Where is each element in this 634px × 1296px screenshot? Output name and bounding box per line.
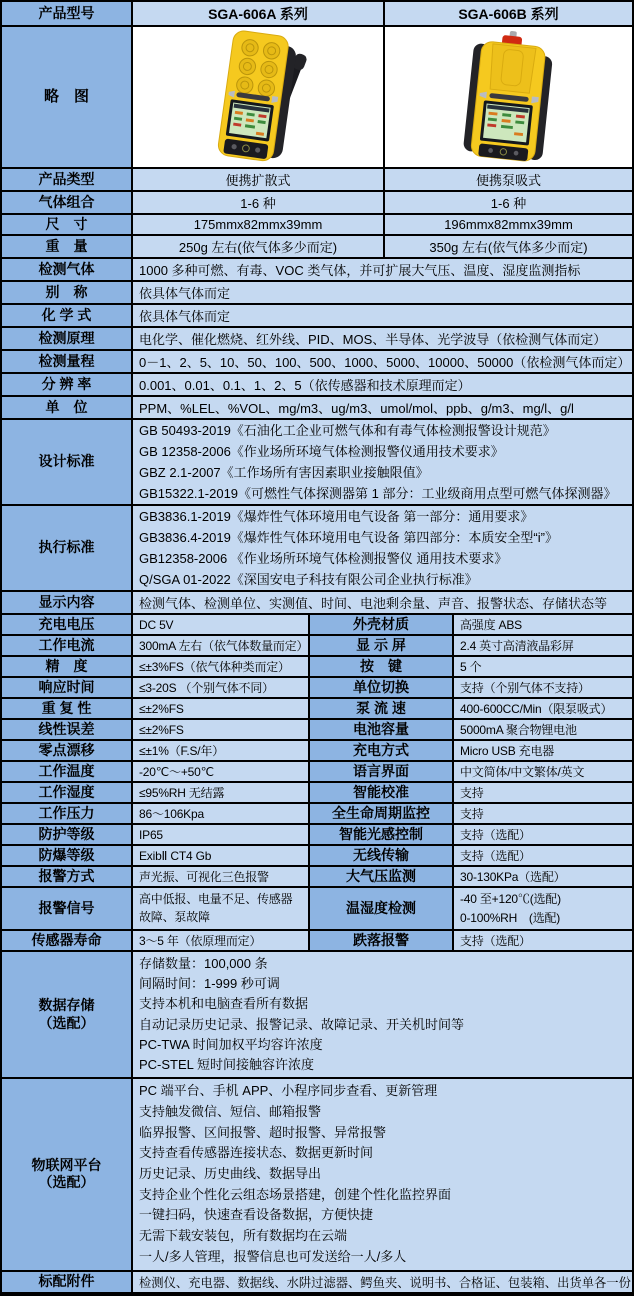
row-explosion-proof-rating [2, 844, 632, 865]
row-design-standard [2, 418, 632, 504]
standard-line: GB3836.4-2019《爆炸性气体环境用电气设备 第四部分：本质安全型“i”》 [139, 530, 558, 545]
feature-line: 支持查看传感器连接状态、数据更新时间 [139, 1145, 374, 1161]
spec-value: ≤3-20S （个别气体不同） [131, 678, 308, 697]
spec-label: 充电电压 [2, 615, 131, 634]
spec-value: ≤±2%FS [131, 699, 308, 718]
spec-value: 电化学、催化燃烧、红外线、PID、MOS、半导体、光学波导（依检测气体而定） [131, 328, 632, 349]
series-a-header: SGA-606A 系列 [131, 2, 383, 25]
feature-line: 无需下载安装包，所有数据均在云端 [139, 1228, 348, 1244]
spec-label: 工作温度 [2, 762, 131, 781]
row-detection-range [2, 349, 632, 372]
spec-value-b: 1-6 种 [383, 192, 632, 213]
spec-value: 0－1、2、5、10、50、100、500、1000、5000、10000、50000（依检测气体而定） [131, 351, 632, 372]
spec-value: 支持（选配） [452, 825, 632, 844]
spec-value: 高强度 ABS [452, 615, 632, 634]
spec-label: 重 复 性 [2, 699, 131, 718]
spec-label: 工作湿度 [2, 783, 131, 802]
optional-tag: （选配） [38, 1014, 95, 1031]
spec-value: ExibⅡ CT4 Gb [131, 846, 308, 865]
feature-line: 支持触发微信、短信、邮箱报警 [139, 1103, 322, 1119]
spec-label: 标配附件 [2, 1272, 131, 1292]
spec-value-b: 196mmx82mmx39mm [383, 215, 632, 234]
spec-label [2, 952, 131, 1077]
iot-platform-list [131, 1079, 632, 1269]
spec-label: 重 量 [2, 236, 131, 257]
spec-value: PPM、%LEL、%VOL、mg/m3、ug/m3、umol/mol、ppb、g/m3、mg/l、g/l [131, 397, 632, 418]
spec-label: 执行标准 [2, 506, 131, 590]
spec-label: 语言界面 [308, 762, 452, 781]
spec-value: 400-600CC/Min（限泵吸式） [452, 699, 632, 718]
row-protection-rating [2, 823, 632, 844]
spec-label: 工作压力 [2, 804, 131, 823]
spec-value: 依具体气体而定 [131, 282, 632, 303]
row-detection-principle [2, 326, 632, 349]
row-alarm-mode [2, 865, 632, 886]
row-executive-standard [2, 504, 632, 590]
spec-value: 0.001、0.01、0.1、1、2、5（依传感器和技术原理而定） [131, 374, 632, 395]
row-charging-voltage [2, 613, 632, 634]
spec-value-line: -40 至+120℃(选配) [460, 891, 561, 906]
row-product-type [2, 167, 632, 190]
row-working-temperature [2, 760, 632, 781]
spec-label: 智能校准 [308, 783, 452, 802]
spec-value-a: 1-6 种 [131, 192, 383, 213]
spec-label: 充电方式 [308, 741, 452, 760]
spec-value: 86～106Kpa [131, 804, 308, 823]
row-resolution [2, 372, 632, 395]
spec-label: 精 度 [2, 657, 131, 676]
spec-value-b: 便携泵吸式 [383, 169, 632, 190]
feature-line: PC 端平台、手机 APP、小程序同步查看、更新管理 [139, 1083, 438, 1099]
spec-label: 电池容量 [308, 720, 452, 739]
spec-value: 30-130KPa（选配） [452, 867, 632, 886]
spec-label: 显示内容 [2, 592, 131, 613]
spec-value: ≤95%RH 无结露 [131, 783, 308, 802]
spec-label: 气体组合 [2, 192, 131, 213]
row-weight [2, 234, 632, 257]
feature-line: 自动记录历史记录、报警记录、故障记录、开关机时间等 [139, 1016, 465, 1032]
row-display-content [2, 590, 632, 613]
spec-label: 检测气体 [2, 259, 131, 280]
temp-humidity-value [452, 888, 632, 929]
row-gas-combination [2, 190, 632, 213]
spec-label: 化 学 式 [2, 305, 131, 326]
spec-label: 外壳材质 [308, 615, 452, 634]
feature-line: 历史记录、历史曲线、数据导出 [139, 1166, 322, 1182]
standard-line: GB 12358-2006《作业场所环境气体检测报警仪通用技术要求》 [139, 444, 504, 459]
spec-label: 按 键 [308, 657, 452, 676]
row-iot-platform [2, 1077, 632, 1269]
spec-value: 3～5 年（依原理而定） [131, 931, 308, 950]
spec-label: 检测原理 [2, 328, 131, 349]
feature-line: PC-TWA 时间加权平均容许浓度 [139, 1036, 323, 1052]
spec-value: 检测气体、检测单位、实测值、时间、电池剩余量、声音、报警状态、存储状态等 [131, 592, 632, 613]
feature-line: 临界报警、区间报警、超时报警、异常报警 [139, 1124, 387, 1140]
optional-tag: （选配） [38, 1174, 95, 1191]
row-sensor-life [2, 929, 632, 950]
spec-value: ≤±2%FS [131, 720, 308, 739]
row-dimensions [2, 213, 632, 234]
standard-line: GBZ 2.1-2007《工作场所有害因素职业接触限值》 [139, 465, 429, 480]
product-photo-b-cell [383, 27, 632, 167]
row-working-current [2, 634, 632, 655]
spec-value: 1000 多种可燃、有毒、VOC 类气体，并可扩展大气压、温度、湿度监测指标 [131, 259, 632, 280]
standard-line: GB15322.1-2019《可燃性气体探测器第 1 部分：工业级商用点型可燃气体探测器》 [139, 486, 617, 501]
spec-label: 智能光感控制 [308, 825, 452, 844]
spec-value: 300mA 左右（依气体数量而定） [131, 636, 308, 655]
row-sketch [2, 25, 632, 167]
spec-value: 声光振、可视化三色报警 [131, 867, 308, 886]
spec-value: 高中低报、电量不足、传感器故障、泵故障 [131, 888, 308, 929]
spec-value-a: 便携扩散式 [131, 169, 383, 190]
standard-line: GB3836.1-2019《爆炸性气体环境用电气设备 第一部分：通用要求》 [139, 509, 534, 524]
spec-value: 中文简体/中文繁体/英文 [452, 762, 632, 781]
standard-line: Q/SGA 01-2022《深国安电子科技有限公司企业执行标准》 [139, 572, 478, 587]
feature-line: 支持本机和电脑查看所有数据 [139, 996, 309, 1012]
spec-label: 温湿度检测 [308, 888, 452, 929]
series-b-header: SGA-606B 系列 [383, 2, 632, 25]
row-detected-gases [2, 257, 632, 280]
data-storage-list [131, 952, 632, 1077]
row-chemical-formula [2, 303, 632, 326]
spec-value: 5000mA 聚合物锂电池 [452, 720, 632, 739]
row-zero-drift [2, 739, 632, 760]
standard-line: GB 50493-2019《石油化工企业可燃气体和有毒气体检测报警设计规范》 [139, 423, 556, 438]
row-data-storage [2, 950, 632, 1077]
row-accessories [2, 1270, 632, 1292]
spec-value: 2.4 英寸高清液晶彩屏 [452, 636, 632, 655]
spec-value: IP65 [131, 825, 308, 844]
spec-value: 支持 [452, 783, 632, 802]
feature-line: 存储数量：100,000 条 [139, 956, 268, 971]
sketch-label: 略 图 [2, 27, 131, 167]
row-alarm-signal [2, 886, 632, 929]
spec-value: 支持（个别气体不支持） [452, 678, 632, 697]
spec-label: 尺 寸 [2, 215, 131, 234]
row-product-model [2, 2, 632, 25]
spec-label: 显 示 屏 [308, 636, 452, 655]
standard-line: GB12358-2006 《作业场所环境气体检测报警仪 通用技术要求》 [139, 551, 508, 566]
spec-label: 跌落报警 [308, 931, 452, 950]
gas-detector-pump-photo [385, 28, 632, 167]
spec-value: -20℃～+50℃ [131, 762, 308, 781]
feature-line: 一人/多人管理，报警信息也可发送给一人/多人 [139, 1248, 407, 1264]
spec-label: 报警方式 [2, 867, 131, 886]
gas-detector-diffusion-photo [133, 28, 383, 167]
row-response-time [2, 676, 632, 697]
spec-value: 支持 [452, 804, 632, 823]
spec-value: 依具体气体而定 [131, 305, 632, 326]
spec-value-b: 350g 左右(依气体多少而定) [383, 236, 632, 257]
executive-standard-list [131, 506, 632, 590]
row-alias [2, 280, 632, 303]
spec-label: 设计标准 [2, 420, 131, 504]
spec-label: 工作电流 [2, 636, 131, 655]
spec-label: 传感器寿命 [2, 931, 131, 950]
spec-label: 线性误差 [2, 720, 131, 739]
feature-line: 一键扫码，快速查看设备数据，方便快捷 [139, 1207, 374, 1223]
spec-value-line: 0-100%RH (选配) [460, 910, 561, 925]
spec-label: 单 位 [2, 397, 131, 418]
spec-label: 报警信号 [2, 888, 131, 929]
design-standard-list [131, 420, 632, 504]
feature-line: 支持企业个性化云组态场景搭建，创建个性化监控界面 [139, 1186, 452, 1202]
spec-value: 检测仪、充电器、数据线、水阱过滤器、鳄鱼夹、说明书、合格证、包装箱、出货单各一份 [131, 1272, 632, 1292]
product-model-label: 产品型号 [2, 2, 131, 25]
row-working-humidity [2, 781, 632, 802]
data-storage-label: 数据存储 [38, 997, 95, 1014]
spec-value: 支持（选配） [452, 931, 632, 950]
spec-value: ≤±1%（F.S/年） [131, 741, 308, 760]
row-linearity-error [2, 718, 632, 739]
spec-label: 防护等级 [2, 825, 131, 844]
spec-value: ≤±3%FS（依气体种类而定） [131, 657, 308, 676]
spec-label: 无线传输 [308, 846, 452, 865]
spec-value-a: 175mmx82mmx39mm [131, 215, 383, 234]
row-repeatability [2, 697, 632, 718]
spec-label: 防爆等级 [2, 846, 131, 865]
spec-label: 零点漂移 [2, 741, 131, 760]
spec-label: 泵 流 速 [308, 699, 452, 718]
spec-value-a: 250g 左右(依气体多少而定) [131, 236, 383, 257]
spec-label: 全生命周期监控 [308, 804, 452, 823]
spec-label [2, 1079, 131, 1269]
spec-value: Micro USB 充电器 [452, 741, 632, 760]
spec-label: 检测量程 [2, 351, 131, 372]
row-units [2, 395, 632, 418]
spec-label: 产品类型 [2, 169, 131, 190]
spec-label: 单位切换 [308, 678, 452, 697]
row-accuracy [2, 655, 632, 676]
spec-label: 别 称 [2, 282, 131, 303]
spec-value: 5 个 [452, 657, 632, 676]
iot-platform-label: 物联网平台 [31, 1156, 102, 1173]
spec-value: DC 5V [131, 615, 308, 634]
spec-value: 支持（选配） [452, 846, 632, 865]
feature-line: 间隔时间：1-999 秒可调 [139, 976, 280, 992]
spec-label: 分 辨 率 [2, 374, 131, 395]
feature-line: PC-STEL 短时间接触容许浓度 [139, 1057, 315, 1073]
row-working-pressure [2, 802, 632, 823]
product-photo-a-cell [131, 27, 383, 167]
spec-label: 大气压监测 [308, 867, 452, 886]
spec-label: 响应时间 [2, 678, 131, 697]
